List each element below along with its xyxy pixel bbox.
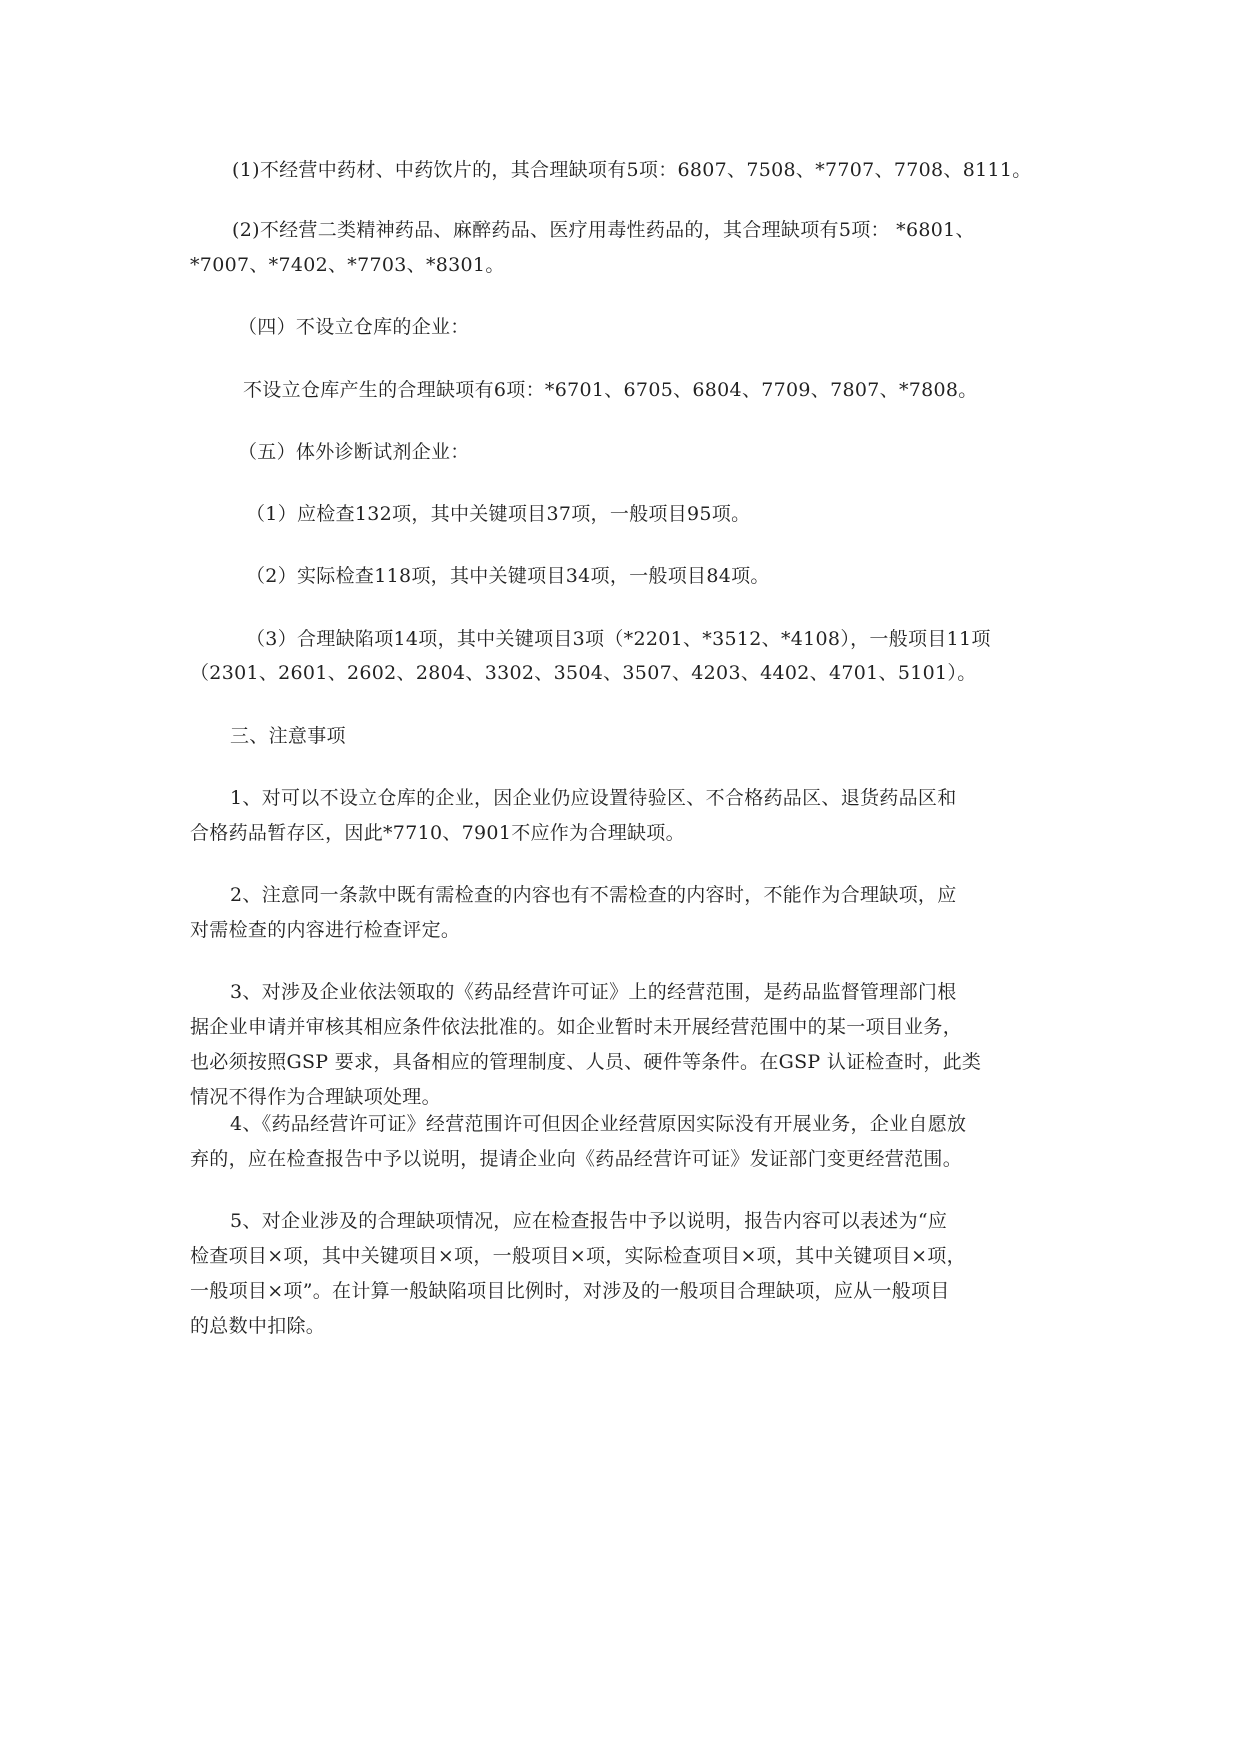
- paragraph-item-1-no-chinese-herbs: [232, 153, 1032, 188]
- text-line: 对需检查的内容进行检查评定。: [190, 919, 461, 941]
- text-line: 的总数中扣除。: [190, 1315, 326, 1337]
- paragraph-ivd-item-1: [246, 497, 750, 532]
- text-line: 检查项目×项，其中关键项目×项，一般项目×项，实际检查项目×项，其中关键项目×项，: [190, 1245, 966, 1267]
- text-line: （四）不设立仓库的企业：: [238, 316, 470, 338]
- paragraph-item-2-continuation: [190, 248, 505, 283]
- text-line: 也必须按照GSP 要求，具备相应的管理制度、人员、硬件等条件。在GSP 认证检查时，此类: [190, 1051, 982, 1073]
- paragraph-no-warehouse-items: [243, 373, 978, 408]
- text-line: （2）实际检查118项，其中关键项目34项，一般项目84项。: [246, 565, 770, 587]
- paragraph-note-4: [190, 1107, 967, 1177]
- text-line: 据企业申请并审核其相应条件依法批准的。如企业暂时未开展经营范围中的某一项目业务，: [190, 1016, 963, 1038]
- text-line: 1、对可以不设立仓库的企业，因企业仍应设置待验区、不合格药品区、退货药品区和: [230, 787, 957, 809]
- paragraph-ivd-item-2: [246, 559, 770, 594]
- text-line: 5、对企业涉及的合理缺项情况，应在检查报告中予以说明，报告内容可以表述为“应: [230, 1210, 948, 1232]
- paragraph-note-3: [190, 975, 982, 1115]
- paragraph-note-5: [190, 1204, 966, 1344]
- text-line: （1）应检查132项，其中关键项目37项，一般项目95项。: [246, 503, 751, 525]
- text-line: 3、对涉及企业依法领取的《药品经营许可证》上的经营范围，是药品监督管理部门根: [230, 981, 957, 1003]
- section-heading-no-warehouse: [238, 310, 470, 345]
- text-line: （2301、2601、2602、2804、3302、3504、3507、4203、4402、4701、5101）。: [190, 662, 977, 684]
- text-line: 一般项目×项”。在计算一般缺陷项目比例时，对涉及的一般项目合理缺项，应从一般项目: [190, 1280, 950, 1302]
- paragraph-note-2: [230, 878, 957, 913]
- text-line: (1)不经营中药材、中药饮片的，其合理缺项有5项：6807、7508、*7707、7708、8111。: [232, 159, 1032, 181]
- text-line: 弃的，应在检查报告中予以说明，提请企业向《药品经营许可证》发证部门变更经营范围。: [190, 1148, 963, 1170]
- section-heading-ivd-reagents: [238, 435, 470, 470]
- text-line: 不设立仓库产生的合理缺项有6项：*6701、6705、6804、7709、7807、*7808。: [243, 379, 978, 401]
- text-line: 情况不得作为合理缺项处理。: [190, 1086, 441, 1108]
- paragraph-item-2-no-controlled-drugs: [232, 213, 975, 248]
- text-line: （3）合理缺陷项14项，其中关键项目3项（*2201、*3512、*4108），一般项目11项: [246, 628, 991, 650]
- paragraph-note-2-continuation: [190, 913, 460, 948]
- text-line: 合格药品暂存区，因此*7710、7901不应作为合理缺项。: [190, 822, 685, 844]
- text-line: (2)不经营二类精神药品、麻醉药品、医疗用毒性药品的，其合理缺项有5项： *6801、: [232, 219, 975, 241]
- text-line: *7007、*7402、*7703、*8301。: [190, 254, 505, 276]
- paragraph-note-1-continuation: [190, 816, 685, 851]
- text-line: （五）体外诊断试剂企业：: [238, 441, 470, 463]
- paragraph-note-1: [230, 781, 957, 816]
- text-line: 三、注意事项: [230, 725, 346, 747]
- section-heading-notes: [230, 719, 346, 754]
- text-line: 4、《药品经营许可证》经营范围许可但因企业经营原因实际没有开展业务，企业自愿放: [230, 1113, 967, 1135]
- text-line: 2、注意同一条款中既有需检查的内容也有不需检查的内容时，不能作为合理缺项，应: [230, 884, 957, 906]
- paragraph-ivd-item-3-continuation: [190, 656, 977, 691]
- paragraph-ivd-item-3: [246, 622, 991, 657]
